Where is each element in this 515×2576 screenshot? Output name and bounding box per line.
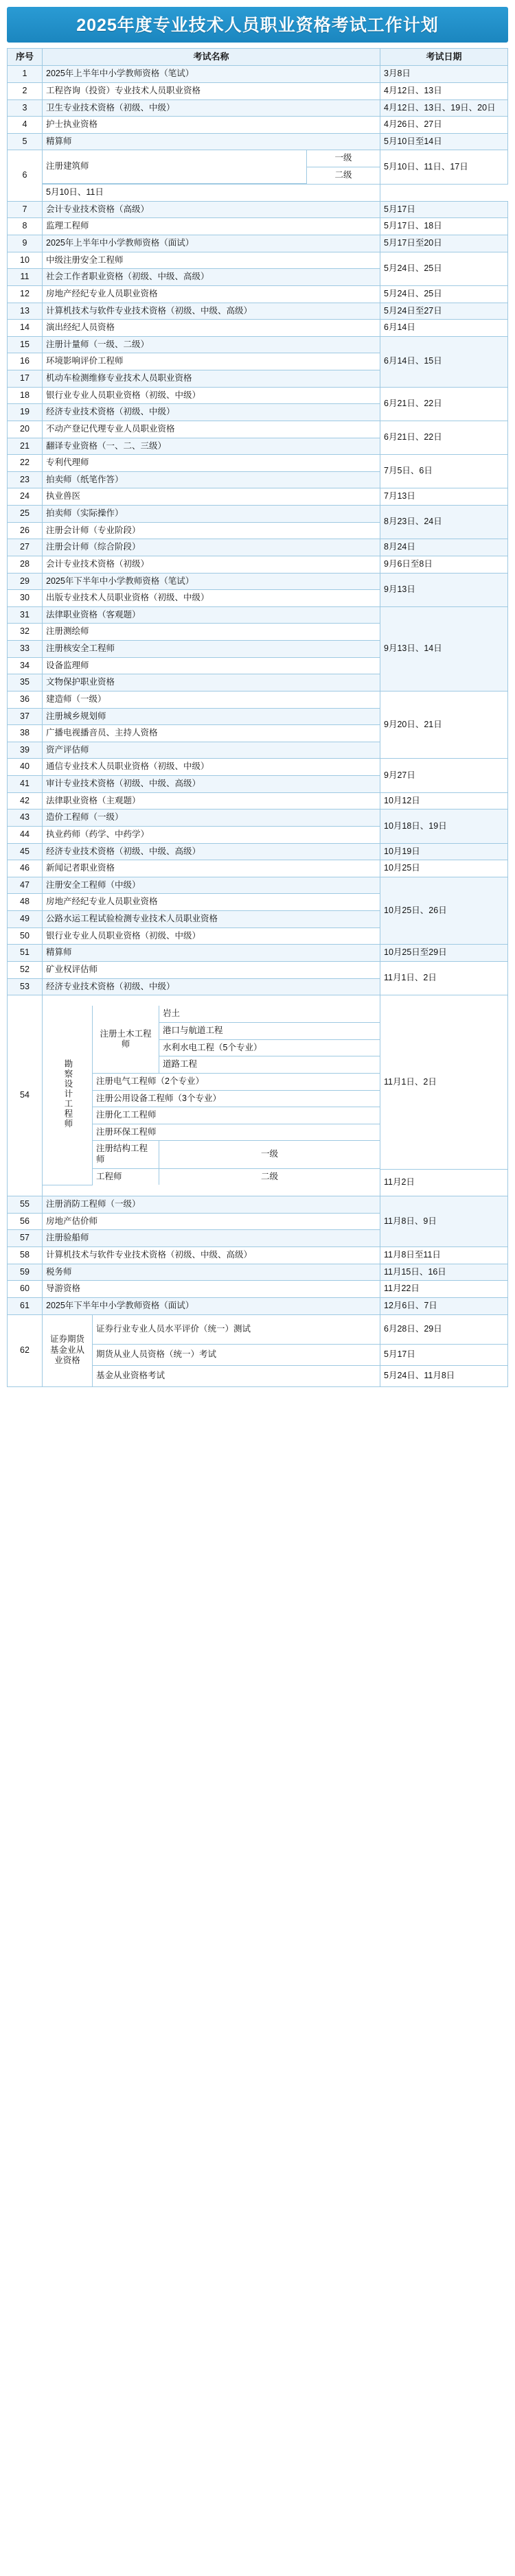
row-name: 翻译专业资格（一、二、三级） (43, 438, 380, 455)
row-name: 导游资格 (43, 1281, 380, 1298)
row-name: 会计专业技术资格（高级） (43, 201, 380, 218)
row-no: 39 (8, 742, 43, 759)
row-no: 28 (8, 556, 43, 573)
row-name: 房地产经纪专业人员职业资格 (43, 285, 380, 303)
securities-subtable (43, 1315, 380, 1386)
table-row (8, 201, 508, 218)
row-no: 58 (8, 1247, 43, 1264)
row-no: 21 (8, 438, 43, 455)
specialty-label: 二级 (159, 1168, 380, 1185)
row-date: 11月15日、16日 (380, 1264, 508, 1281)
table-row (8, 66, 508, 83)
row-name: 注册消防工程师（一级） (43, 1196, 380, 1214)
row-date: 3月8日 (380, 66, 508, 83)
survey-design-sub-row (43, 1168, 380, 1185)
row-no: 6 (8, 150, 43, 201)
row-no: 26 (8, 522, 43, 539)
row-name: 拍卖师（纸笔作答） (43, 471, 380, 488)
row-date: 9月13日 (380, 573, 508, 606)
row-name: 注册核安全工程师 (43, 641, 380, 658)
item-label: 注册环保工程师 (93, 1124, 380, 1141)
row-name: 专利代理师 (43, 455, 380, 472)
item-label: 基金从业资格考试 (93, 1365, 380, 1386)
item-label: 注册电气工程师（2个专业） (93, 1073, 380, 1090)
row-no: 48 (8, 894, 43, 911)
table-row (8, 133, 508, 150)
row-no: 30 (8, 590, 43, 607)
table-row (8, 1297, 508, 1314)
row-name: 注册会计师（综合阶段） (43, 539, 380, 556)
row-date: 6月14日 (380, 320, 508, 337)
row-name: 税务师 (43, 1264, 380, 1281)
row-name: 设备监理师 (43, 657, 380, 674)
table-row (8, 539, 508, 556)
table-row (8, 336, 508, 353)
row-no: 7 (8, 201, 43, 218)
row-name: 造价工程师（一级） (43, 810, 380, 827)
row-no: 14 (8, 320, 43, 337)
row-name: 卫生专业技术资格（初级、中级） (43, 99, 380, 117)
securities-sub-row (43, 1365, 380, 1386)
row-date: 5月24日、11月8日 (380, 1365, 508, 1386)
row-name: 注册安全工程师（中级） (43, 877, 380, 894)
row-no: 37 (8, 708, 43, 725)
row-date: 8月23日、24日 (380, 506, 508, 539)
row-name: 文物保护职业资格 (43, 674, 380, 692)
architect-sub-row (43, 150, 380, 167)
row-name: 2025年下半年中小学教师资格（笔试） (43, 573, 380, 590)
row-no: 42 (8, 792, 43, 810)
row-date: 10月12日 (380, 792, 508, 810)
table-row (8, 860, 508, 877)
securities-sub-row (43, 1315, 380, 1345)
row-date: 11月8日、9日 (380, 1196, 508, 1247)
table-row (8, 285, 508, 303)
table-header (8, 49, 508, 66)
row-no: 27 (8, 539, 43, 556)
row-no: 43 (8, 810, 43, 827)
row-date: 5月17日至20日 (380, 235, 508, 252)
page-title: 2025年度专业技术人员职业资格考试工作计划 (7, 7, 508, 43)
sub-level-label: 一级 (307, 150, 380, 167)
row-name: 2025年下半年中小学教师资格（面试） (43, 1297, 380, 1314)
col-header-date: 考试日期 (380, 49, 508, 66)
col-header-no: 序号 (8, 49, 43, 66)
row-date: 4月26日、27日 (380, 117, 508, 134)
row-name: 公路水运工程试验检测专业技术人员职业资格 (43, 911, 380, 928)
row-name: 注册验船师 (43, 1230, 380, 1247)
row-name: 房地产经纪专业人员职业资格 (43, 894, 380, 911)
row-date: 9月13日、14日 (380, 606, 508, 691)
row-date: 5月24日、25日 (380, 285, 508, 303)
table-row-securities (8, 1314, 508, 1344)
survey-design-sub-row (43, 1006, 380, 1022)
table-row (8, 99, 508, 117)
item-label: 证券行业专业人员水平评价（统一）测试 (93, 1315, 380, 1345)
row-no: 19 (8, 404, 43, 421)
row-date: 7月5日、6日 (380, 455, 508, 488)
row-name: 机动车检测维修专业技术人员职业资格 (43, 370, 380, 388)
row-no: 60 (8, 1281, 43, 1298)
specialty-label: 水利水电工程（5个专业） (159, 1039, 380, 1056)
row-no: 50 (8, 927, 43, 945)
row-name: 通信专业技术人员职业资格（初级、中级） (43, 759, 380, 776)
table-row (8, 185, 508, 202)
table-row (8, 843, 508, 860)
row-no: 4 (8, 117, 43, 134)
row-date: 9月20日、21日 (380, 691, 508, 759)
civil-engineer-label: 注册土木工程师 (93, 1006, 159, 1073)
row-no: 2 (8, 82, 43, 99)
survey-design-sub-row (43, 1090, 380, 1107)
row-no: 25 (8, 506, 43, 523)
row-no: 44 (8, 826, 43, 843)
specialty-label: 道路工程 (159, 1056, 380, 1074)
row-date: 4月12日、13日 (380, 82, 508, 99)
row-date: 4月12日、13日、19日、20日 (380, 99, 508, 117)
row-name: 注册城乡规划师 (43, 708, 380, 725)
architect-subtable (43, 150, 380, 184)
row-no: 9 (8, 235, 43, 252)
row-no: 18 (8, 387, 43, 404)
row-no: 38 (8, 725, 43, 742)
row-date: 10月19日 (380, 843, 508, 860)
table-row (8, 82, 508, 99)
row-date: 5月17日 (380, 201, 508, 218)
row-no: 34 (8, 657, 43, 674)
row-date: 8月24日 (380, 539, 508, 556)
row-no: 22 (8, 455, 43, 472)
table-row (8, 792, 508, 810)
row-name: 房地产估价师 (43, 1213, 380, 1230)
row-name: 精算师 (43, 945, 380, 962)
row-date: 5月10日、11日 (43, 185, 380, 202)
table-row (8, 1281, 508, 1298)
survey-design-sub-row (43, 1124, 380, 1141)
row-date: 9月27日 (380, 759, 508, 792)
row-no: 13 (8, 303, 43, 320)
table-row (8, 691, 508, 708)
table-row (8, 945, 508, 962)
row-name: 社会工作者职业资格（初级、中级、高级） (43, 269, 380, 286)
table-row (8, 506, 508, 523)
row-no: 35 (8, 674, 43, 692)
row-no: 31 (8, 606, 43, 624)
row-name: 广播电视播音员、主持人资格 (43, 725, 380, 742)
row-no: 1 (8, 66, 43, 83)
row-date: 5月24日、25日 (380, 252, 508, 285)
row-date: 11月1日、2日 (380, 995, 508, 1170)
row-name: 建造师（一级） (43, 691, 380, 708)
row-name: 工程咨询（投资）专业技术人员职业资格 (43, 82, 380, 99)
row-no: 36 (8, 691, 43, 708)
row-name: 银行业专业人员职业资格（初级、中级） (43, 387, 380, 404)
specialty-label: 岩土 (159, 1006, 380, 1022)
row-name: 审计专业技术资格（初级、中级、高级） (43, 776, 380, 793)
row-no: 45 (8, 843, 43, 860)
sub-level-label: 二级 (307, 167, 380, 184)
table-row (8, 320, 508, 337)
row-no: 54 (8, 995, 43, 1196)
specialty-label: 港口与航道工程 (159, 1023, 380, 1040)
survey-design-sub-row (43, 1107, 380, 1124)
row-date: 10月25日至29日 (380, 945, 508, 962)
table-row (8, 421, 508, 438)
row-no: 15 (8, 336, 43, 353)
row-name: 中级注册安全工程师 (43, 252, 380, 269)
table-row (8, 877, 508, 894)
row-name: 银行业专业人员职业资格（初级、中级） (43, 927, 380, 945)
col-header-name: 考试名称 (43, 49, 380, 66)
securities-group (43, 1314, 380, 1386)
row-name: 注册会计师（专业阶段） (43, 522, 380, 539)
row-date: 11月1日、2日 (380, 961, 508, 995)
table-row (8, 810, 508, 827)
row-no: 23 (8, 471, 43, 488)
row-name: 环境影响评价工程师 (43, 353, 380, 370)
row-no: 33 (8, 641, 43, 658)
row-name: 2025年上半年中小学教师资格（笔试） (43, 66, 380, 83)
row-name: 注册建筑师 (43, 150, 307, 183)
row-date: 5月17日 (380, 1344, 508, 1365)
row-date: 10月25日 (380, 860, 508, 877)
table-row (8, 218, 508, 235)
securities-group-label: 证券期货基金业从业资格 (43, 1315, 93, 1386)
row-date: 11月22日 (380, 1281, 508, 1298)
row-no: 52 (8, 961, 43, 978)
row-name-group (43, 150, 380, 185)
survey-design-sub-row (43, 1141, 380, 1168)
row-name: 演出经纪人员资格 (43, 320, 380, 337)
row-no: 12 (8, 285, 43, 303)
row-name: 计算机技术与软件专业技术资格（初级、中级、高级） (43, 303, 380, 320)
item-label: 注册公用设备工程师（3个专业） (93, 1090, 380, 1107)
row-no: 46 (8, 860, 43, 877)
item-label: 注册化工工程师 (93, 1107, 380, 1124)
row-no: 47 (8, 877, 43, 894)
row-name: 计算机技术与软件专业技术资格（初级、中级、高级） (43, 1247, 380, 1264)
row-no: 59 (8, 1264, 43, 1281)
row-name: 矿业权评估师 (43, 961, 380, 978)
row-no: 57 (8, 1230, 43, 1247)
table-row-survey-design (8, 995, 508, 1170)
table-row (8, 387, 508, 404)
row-no: 61 (8, 1297, 43, 1314)
row-no: 11 (8, 269, 43, 286)
row-name: 护士执业资格 (43, 117, 380, 134)
table-row (8, 759, 508, 776)
row-no: 51 (8, 945, 43, 962)
row-date: 5月24日至27日 (380, 303, 508, 320)
row-date: 9月6日至8日 (380, 556, 508, 573)
row-date: 12月6日、7日 (380, 1297, 508, 1314)
row-name: 拍卖师（实际操作） (43, 506, 380, 523)
table-row (8, 1247, 508, 1264)
row-date: 5月10日至14日 (380, 133, 508, 150)
row-no: 17 (8, 370, 43, 388)
row-name: 执业兽医 (43, 488, 380, 506)
row-no: 49 (8, 911, 43, 928)
table-row (8, 556, 508, 573)
item-label: 工程师 (93, 1168, 159, 1185)
row-name: 监理工程师 (43, 218, 380, 235)
item-label: 注册结构工程师 (93, 1141, 159, 1168)
row-name: 不动产登记代理专业人员职业资格 (43, 421, 380, 438)
row-name: 精算师 (43, 133, 380, 150)
row-no: 41 (8, 776, 43, 793)
row-name: 出版专业技术人员职业资格（初级、中级） (43, 590, 380, 607)
row-no: 62 (8, 1314, 43, 1386)
table-row (8, 488, 508, 506)
row-name: 法律职业资格（主观题） (43, 792, 380, 810)
row-name: 会计专业技术资格（初级） (43, 556, 380, 573)
table-row (8, 252, 508, 269)
securities-sub-row (43, 1344, 380, 1365)
row-no: 56 (8, 1213, 43, 1230)
table-row (8, 235, 508, 252)
row-no: 29 (8, 573, 43, 590)
row-no: 24 (8, 488, 43, 506)
table-header-row (8, 49, 508, 66)
row-date: 7月13日 (380, 488, 508, 506)
row-no: 5 (8, 133, 43, 150)
row-no: 10 (8, 252, 43, 269)
table-row (8, 606, 508, 624)
row-no: 55 (8, 1196, 43, 1214)
table-row (8, 455, 508, 472)
row-name: 注册测绘师 (43, 624, 380, 641)
row-date: 5月17日、18日 (380, 218, 508, 235)
row-no: 16 (8, 353, 43, 370)
row-date: 6月21日、22日 (380, 387, 508, 421)
specialty-label: 一级 (159, 1141, 380, 1168)
survey-design-group-label: 勘察设计工程师 (43, 1006, 93, 1185)
row-date: 6月28日、29日 (380, 1314, 508, 1344)
row-date: 11月2日 (380, 1170, 508, 1196)
survey-design-subtable (43, 1006, 380, 1185)
table-row (8, 1196, 508, 1214)
row-no: 32 (8, 624, 43, 641)
row-no: 40 (8, 759, 43, 776)
row-name: 经济专业技术资格（初级、中级） (43, 404, 380, 421)
row-date: 5月10日、11日、17日 (380, 150, 508, 185)
row-name: 经济专业技术资格（初级、中级、高级） (43, 843, 380, 860)
row-date: 10月18日、19日 (380, 810, 508, 843)
row-name: 执业药师（药学、中药学） (43, 826, 380, 843)
row-no: 8 (8, 218, 43, 235)
row-date: 11月8日至11日 (380, 1247, 508, 1264)
row-date: 6月14日、15日 (380, 336, 508, 387)
row-no: 3 (8, 99, 43, 117)
row-name: 法律职业资格（客观题） (43, 606, 380, 624)
table-row (8, 150, 508, 185)
row-name: 经济专业技术资格（初级、中级） (43, 978, 380, 995)
table-row (8, 961, 508, 978)
item-label: 期货从业人员资格（统一）考试 (93, 1344, 380, 1365)
table-row (8, 573, 508, 590)
schedule-table (7, 48, 508, 1387)
survey-design-group (43, 995, 380, 1196)
row-date: 10月25日、26日 (380, 877, 508, 945)
table-row (8, 117, 508, 134)
row-date: 6月21日、22日 (380, 421, 508, 454)
survey-design-sub-row (43, 1073, 380, 1090)
row-name: 资产评估师 (43, 742, 380, 759)
table-row (8, 303, 508, 320)
row-name: 2025年上半年中小学教师资格（面试） (43, 235, 380, 252)
table-body (8, 66, 508, 1386)
row-no: 53 (8, 978, 43, 995)
row-name: 注册计量师（一级、二级） (43, 336, 380, 353)
table-row (8, 1264, 508, 1281)
row-name: 新闻记者职业资格 (43, 860, 380, 877)
row-no: 20 (8, 421, 43, 438)
